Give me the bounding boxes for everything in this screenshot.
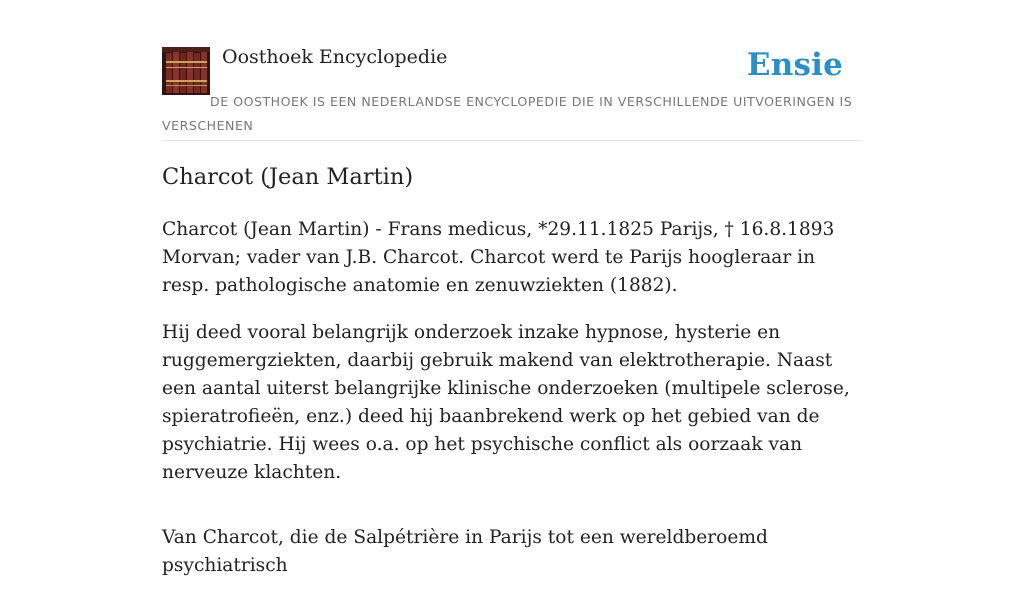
article-title: Charcot (Jean Martin) (162, 164, 414, 190)
brand-logo[interactable]: Ensie (746, 47, 843, 83)
site-avatar[interactable] (162, 47, 210, 95)
article-body (162, 216, 862, 599)
page (162, 0, 862, 576)
site-header (162, 0, 862, 141)
site-name[interactable]: Oosthoek Encyclopedie (222, 46, 448, 68)
site-tagline: DE OOSTHOEK IS EEN NEDERLANDSE ENCYCLOPEDIE DIE IN VERSCHILLENDE UITVOERINGEN IS VERSCHENEN (162, 94, 853, 133)
article-paragraph: Van Charcot, die de Salpétrière in Parijs tot een wereldberoemd psychiatrisch (162, 527, 768, 576)
article-paragraph: Hij deed vooral belangrijk onderzoek inzake hypnose, hysterie en ruggemergziekten, daarbij gebruik makend van elektrotherapie. Naast een aantal uiterst belangrijke klinische onderzoeken (multipele sclerose, spieratrofieën, enz.) deed hij baanbrekend werk op het gebied van de psychiatrie. Hij wees o.a. op het psychische conflict als oorzaak van nerveuze klachten. (162, 322, 850, 483)
book-spines-icon (162, 47, 210, 95)
article-paragraph: Charcot (Jean Martin) - Frans medicus, *29.11.1825 Parijs, † 16.8.1893 Morvan; vader van J.B. Charcot. Charcot werd te Parijs hoogleraar in resp. pathologische anatomie en zenuwziekten (1882). (162, 219, 835, 296)
